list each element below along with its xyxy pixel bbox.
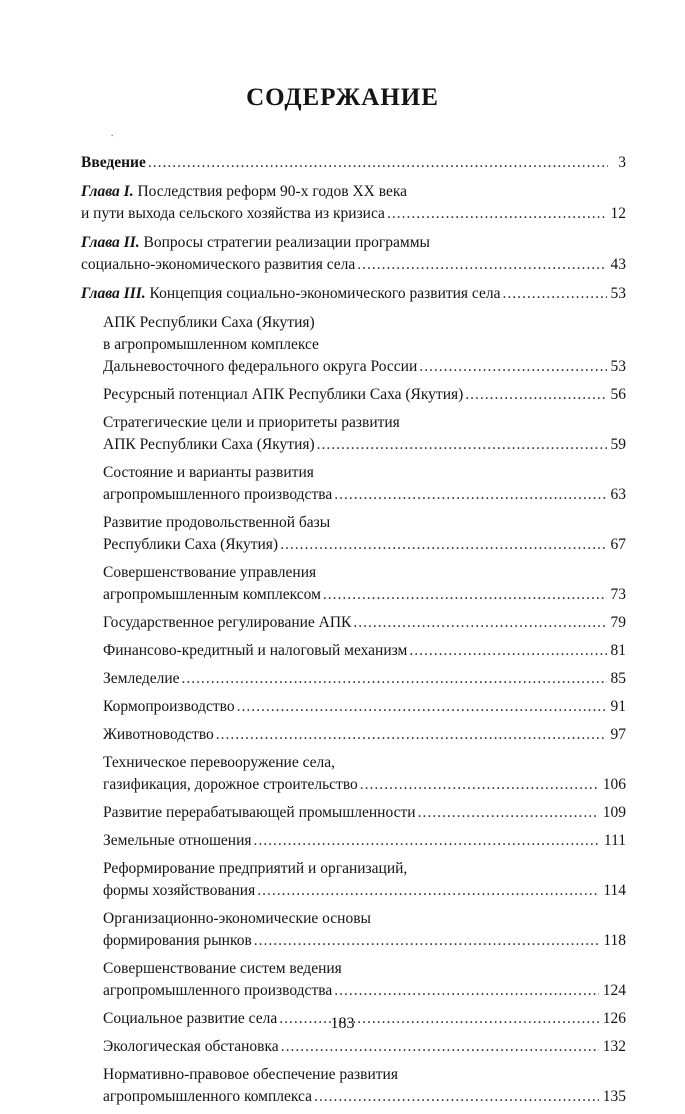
entry-title-text: Концепция социально-экономического развития села bbox=[149, 285, 501, 302]
entry-title-line bbox=[103, 908, 626, 930]
dot-leader bbox=[334, 980, 599, 1002]
entry-title-text: Республики Саха (Якутия) bbox=[103, 536, 279, 553]
entry-leader-line bbox=[103, 930, 626, 952]
entry-leader-line bbox=[103, 724, 626, 746]
entry-title-text: Развитие продовольственной базы bbox=[103, 514, 331, 531]
entry-title-line bbox=[103, 724, 214, 746]
entry-leader-line bbox=[103, 640, 626, 662]
toc-section-entry bbox=[103, 668, 626, 690]
entry-title-text: агропромышленным комплексом bbox=[103, 586, 321, 603]
dot-leader bbox=[182, 668, 607, 690]
entry-leader-line bbox=[103, 980, 626, 1002]
entry-title-line bbox=[81, 232, 626, 254]
page-number-footer: 183 bbox=[330, 1015, 355, 1032]
entry-page-number: 43 bbox=[610, 256, 626, 273]
entry-page-number: 67 bbox=[610, 536, 626, 553]
toc-section-entry bbox=[103, 724, 626, 746]
dot-leader bbox=[237, 696, 607, 718]
dot-leader bbox=[317, 434, 607, 456]
toc-chapter-entry bbox=[81, 181, 626, 225]
entry-leader-line bbox=[81, 152, 626, 174]
entry-title-text: АПК Республики Саха (Якутия) bbox=[103, 314, 315, 331]
dot-leader bbox=[254, 930, 600, 952]
toc-section-entry bbox=[103, 640, 626, 662]
toc-section-entry bbox=[103, 462, 626, 506]
entry-title-text: Государственное регулирование АПК bbox=[103, 614, 352, 631]
entry-leader-line bbox=[81, 203, 626, 225]
dot-leader bbox=[281, 1036, 599, 1058]
dot-leader bbox=[465, 384, 606, 406]
entry-title-line bbox=[103, 668, 180, 690]
entry-page-number: 109 bbox=[602, 804, 626, 821]
entry-title-text: газификация, дорожное строительство bbox=[103, 776, 358, 793]
toc-chapter-entry bbox=[81, 232, 626, 276]
entry-title-text: Ресурсный потенциал АПК Республики Саха (Якутия) bbox=[103, 386, 464, 403]
entry-title-text: Развитие перерабатывающей промышленности bbox=[103, 804, 416, 821]
dot-leader bbox=[314, 1086, 599, 1108]
toc-section-entry bbox=[103, 384, 626, 406]
entry-title-text: агропромышленного комплекса bbox=[103, 1088, 312, 1105]
dot-leader bbox=[334, 484, 606, 506]
entry-title-line bbox=[103, 356, 417, 378]
entry-title-line bbox=[103, 858, 626, 880]
dot-leader bbox=[418, 802, 599, 824]
entry-title-text: Социальное развитие села bbox=[103, 1010, 278, 1027]
entry-title-text: Экологическая обстановка bbox=[103, 1038, 279, 1055]
entry-title-text: Нормативно-правовое обеспечение развития bbox=[103, 1066, 398, 1083]
entry-page-number: 124 bbox=[602, 982, 626, 999]
toc-section-entry bbox=[103, 752, 626, 796]
toc-section-entry bbox=[103, 696, 626, 718]
dot-leader bbox=[148, 152, 608, 174]
entry-title-text: формы хозяйствования bbox=[103, 882, 256, 899]
toc-section-entry bbox=[103, 830, 626, 852]
entry-page-number: 106 bbox=[602, 776, 626, 793]
entry-title-line bbox=[103, 584, 321, 606]
entry-title-text: формирования рынков bbox=[103, 932, 252, 949]
entry-leader-line bbox=[103, 880, 626, 902]
entry-title-text: социально-экономического развития села bbox=[81, 256, 356, 273]
entry-page-number: 73 bbox=[610, 586, 626, 603]
entry-page-number: 132 bbox=[602, 1038, 626, 1055]
entry-title-line bbox=[103, 312, 626, 334]
entry-title-text: Финансово-кредитный и налоговый механизм bbox=[103, 642, 408, 659]
entry-leader-line bbox=[103, 484, 626, 506]
entry-leader-line bbox=[81, 254, 626, 276]
entry-title-line bbox=[103, 462, 626, 484]
entry-title-text: Техническое перевооружение села, bbox=[103, 754, 336, 771]
entry-leader-line bbox=[103, 1036, 626, 1058]
entry-leader-line bbox=[103, 434, 626, 456]
toc-section-entry bbox=[103, 412, 626, 456]
entry-page-number: 79 bbox=[610, 614, 626, 631]
entry-title-line bbox=[103, 696, 235, 718]
entry-title-line bbox=[103, 434, 315, 456]
entry-page-number: 135 bbox=[602, 1088, 626, 1105]
entry-page-number: 3 bbox=[618, 154, 626, 171]
entry-leader-line bbox=[103, 534, 626, 556]
entry-title-line bbox=[103, 1064, 626, 1086]
toc-section-entry bbox=[103, 858, 626, 902]
entry-title-line bbox=[81, 152, 146, 174]
entry-page-number: 126 bbox=[602, 1010, 626, 1027]
toc-section-entry bbox=[103, 908, 626, 952]
entry-title-line bbox=[103, 980, 332, 1002]
entry-title-line bbox=[81, 283, 501, 305]
entry-title-line bbox=[103, 562, 626, 584]
dot-leader bbox=[353, 612, 606, 634]
entry-title-text: Последствия реформ 90-х годов XX века bbox=[137, 183, 407, 200]
toc-section-entry bbox=[103, 1036, 626, 1058]
entry-leader-line bbox=[103, 696, 626, 718]
entry-title-line bbox=[103, 484, 332, 506]
entry-title-text: Кормопроизводство bbox=[103, 698, 235, 715]
entry-title-line bbox=[81, 203, 385, 225]
entry-leader-line bbox=[103, 668, 626, 690]
entry-title-line bbox=[103, 802, 416, 824]
dot-leader bbox=[360, 774, 599, 796]
dot-leader bbox=[387, 203, 607, 225]
entry-leader-line bbox=[103, 1086, 626, 1108]
toc-section-entry bbox=[103, 562, 626, 606]
toc-section-entry bbox=[103, 512, 626, 556]
entry-title-text: агропромышленного производства bbox=[103, 982, 333, 999]
entry-leader-line bbox=[103, 584, 626, 606]
entry-title-text: агропромышленного производства bbox=[103, 486, 333, 503]
entry-title-line bbox=[103, 384, 463, 406]
entry-leader-line bbox=[103, 802, 626, 824]
dot-leader bbox=[409, 640, 606, 662]
entry-title-line bbox=[81, 254, 355, 276]
entry-title-text: Вопросы стратегии реализации программы bbox=[143, 234, 430, 251]
toc-chapter-entry bbox=[81, 283, 626, 305]
dot-leader bbox=[503, 283, 607, 305]
entry-title-text: в агропромышленном комплексе bbox=[103, 336, 319, 353]
entry-title-line bbox=[103, 612, 351, 634]
entry-page-number: 85 bbox=[610, 670, 626, 687]
entry-title-line bbox=[103, 334, 626, 356]
toc-section-entry bbox=[103, 1064, 626, 1108]
chapter-number: Глава I. bbox=[81, 183, 134, 200]
page-title: СОДЕРЖАНИЕ bbox=[246, 84, 439, 111]
chapter-number: Глава III. bbox=[81, 285, 146, 302]
toc-section-entry bbox=[103, 312, 626, 378]
entry-page-number: 97 bbox=[610, 726, 626, 743]
toc-section-entry bbox=[103, 802, 626, 824]
entry-leader-line bbox=[103, 830, 626, 852]
entry-leader-line bbox=[103, 384, 626, 406]
entry-title-text: Совершенствование управления bbox=[103, 564, 317, 581]
entry-page-number: 59 bbox=[610, 436, 626, 453]
entry-page-number: 118 bbox=[603, 932, 626, 949]
entry-page-number: 12 bbox=[610, 205, 626, 222]
entry-title-text: Земледелие bbox=[103, 670, 180, 687]
entry-title-text: Стратегические цели и приоритеты развития bbox=[103, 414, 400, 431]
entry-title-line bbox=[103, 534, 278, 556]
entry-page-number: 53 bbox=[610, 285, 626, 302]
entry-page-number: 114 bbox=[603, 882, 626, 899]
entry-title-text: АПК Республики Саха (Якутия) bbox=[103, 436, 315, 453]
entry-title-text: Введение bbox=[81, 154, 146, 171]
entry-page-number: 111 bbox=[603, 832, 626, 849]
dot-leader bbox=[280, 534, 606, 556]
entry-leader-line bbox=[103, 774, 626, 796]
entry-title-line bbox=[103, 958, 626, 980]
entry-page-number: 91 bbox=[610, 698, 626, 715]
dot-leader bbox=[257, 880, 599, 902]
entry-title-line bbox=[103, 512, 626, 534]
toc-intro-entry bbox=[81, 152, 626, 174]
entry-title-text: Совершенствование систем ведения bbox=[103, 960, 342, 977]
entry-leader-line bbox=[103, 356, 626, 378]
entry-title-line bbox=[103, 1036, 279, 1058]
dot-leader bbox=[323, 584, 607, 606]
entry-page-number: 53 bbox=[610, 358, 626, 375]
entry-title-line bbox=[103, 752, 626, 774]
entry-title-text: Земельные отношения bbox=[103, 832, 252, 849]
entry-title-text: Реформирование предприятий и организаций, bbox=[103, 860, 408, 877]
dot-leader bbox=[254, 830, 600, 852]
entry-title-line bbox=[103, 880, 255, 902]
toc-section-entry bbox=[103, 958, 626, 1002]
entry-page-number: 81 bbox=[610, 642, 626, 659]
entry-title-line bbox=[103, 774, 358, 796]
toc-section-entry bbox=[103, 612, 626, 634]
dot-leader bbox=[419, 356, 606, 378]
entry-title-line bbox=[103, 640, 407, 662]
entry-title-text: Организационно-экономические основы bbox=[103, 910, 371, 927]
entry-title-line bbox=[103, 412, 626, 434]
entry-page-number: 63 bbox=[610, 486, 626, 503]
entry-title-text: Животноводство bbox=[103, 726, 214, 743]
entry-title-line bbox=[103, 930, 252, 952]
scan-speck: • bbox=[111, 132, 114, 140]
entry-title-text: и пути выхода сельского хозяйства из кризиса bbox=[81, 205, 385, 222]
entry-leader-line bbox=[81, 283, 626, 305]
entry-page-number: 56 bbox=[610, 386, 626, 403]
chapter-number: Глава II. bbox=[81, 234, 140, 251]
dot-leader bbox=[216, 724, 607, 746]
entry-title-line bbox=[103, 1086, 312, 1108]
entry-title-text: Дальневосточного федерального округа России bbox=[103, 358, 418, 375]
entry-title-line bbox=[81, 181, 626, 203]
entry-title-text: Состояние и варианты развития bbox=[103, 464, 314, 481]
entry-leader-line bbox=[103, 612, 626, 634]
dot-leader bbox=[357, 254, 606, 276]
table-of-contents bbox=[81, 152, 626, 1114]
entry-title-line bbox=[103, 830, 252, 852]
